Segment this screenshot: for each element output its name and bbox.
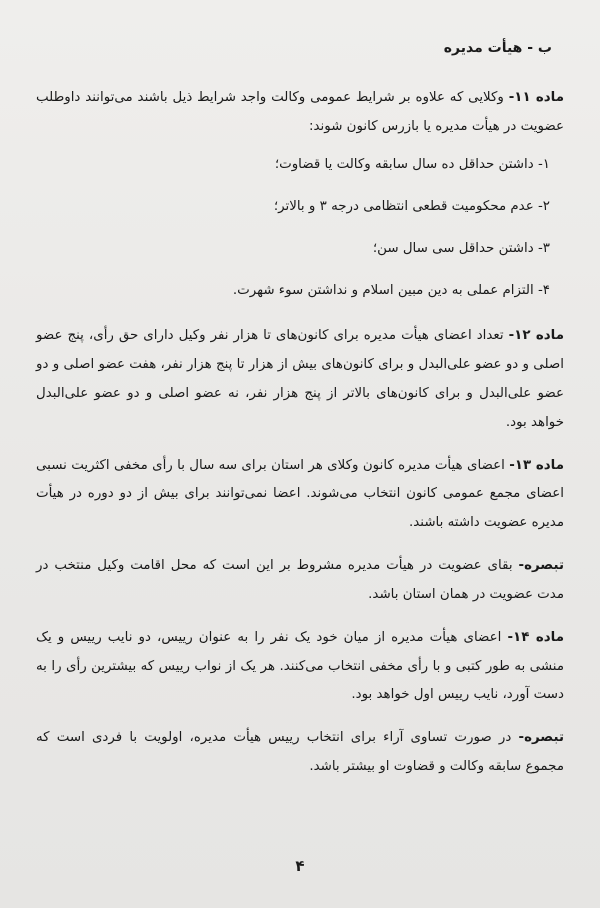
- article-12: [36, 322, 564, 437]
- article-11-label: ماده ۱۱-: [508, 89, 564, 105]
- note-2-label: تبصره-: [518, 730, 564, 746]
- note-2-text: در صورت تساوی آراء برای انتخاب رییس هیأت مدیره، اولویت با فردی است که مجموع سابقه وکالت و قضاوت او بیشتر باشد.: [36, 730, 564, 774]
- note-1-text: بقای عضویت در هیأت مدیره مشروط بر این است که محل اقامت وکیل منتخب در مدت عضویت در همان استان باشد.: [36, 558, 564, 602]
- article-12-label: ماده ۱۲-: [508, 328, 564, 344]
- page-content: [36, 38, 564, 796]
- article-12-text: تعداد اعضای هیأت مدیره برای کانون‌های تا هزار نفر وکیل دارای حق رأی، پنج عضو اصلی و دو عضو علی‌البدل و برای کانون‌های بیش از هزار تا پنج هزار نفر، هفت عضو اصلی و دو عضو علی‌البدل و برای کانون‌های بالاتر از پنج هزار نفر، نه عضو اصلی و دو عضو علی‌البدل خواهد بود.: [36, 328, 564, 430]
- article-14-text: اعضای هیأت مدیره از میان خود یک نفر را به عنوان رییس، دو نایب رییس و یک منشی به طور کتبی و با رأی مخفی انتخاب می‌کنند. هر یک از نواب رییس که بیشترین رأی را به دست آورد، نایب رییس اول خواهد بود.: [36, 629, 564, 703]
- article-14-label: ماده ۱۴-: [507, 629, 564, 645]
- condition-1: ۱- داشتن حداقل ده سال سابقه وکالت یا قضاوت؛: [274, 157, 550, 173]
- article-11-text: وکلایی که علاوه بر شرایط عمومی وکالت واجد شرایط ذیل باشند می‌توانند داوطلب عضویت در هیأت مدیره یا بازرس کانون شوند:: [36, 89, 564, 134]
- article-11: [36, 84, 564, 142]
- article-14: [36, 624, 564, 710]
- page-number: ۴: [295, 857, 305, 875]
- note-1-label: تبصره-: [518, 558, 564, 574]
- article-13-label: ماده ۱۳-: [509, 457, 564, 473]
- note-1: [36, 552, 564, 610]
- condition-4: ۴- التزام عملی به دین مبین اسلام و نداشتن سوء شهرت.: [232, 282, 550, 298]
- condition-3: ۳- داشتن حداقل سی سال سن؛: [372, 240, 550, 256]
- section-heading: ب - هیأت مدیره: [443, 40, 552, 56]
- article-13: [36, 452, 564, 538]
- article-13-text: اعضای هیأت مدیره کانون وکلای هر استان برای سه سال با رأی مخفی اکثریت نسبی اعضای مجمع عمومی کانون انتخاب می‌شوند. اعضا نمی‌توانند برای بیش از دو دوره در هیأت مدیره عضویت داشته باشند.: [36, 457, 564, 531]
- condition-2: ۲- عدم محکومیت قطعی انتظامی درجه ۳ و بالاتر؛: [273, 199, 550, 215]
- note-2: [36, 724, 564, 782]
